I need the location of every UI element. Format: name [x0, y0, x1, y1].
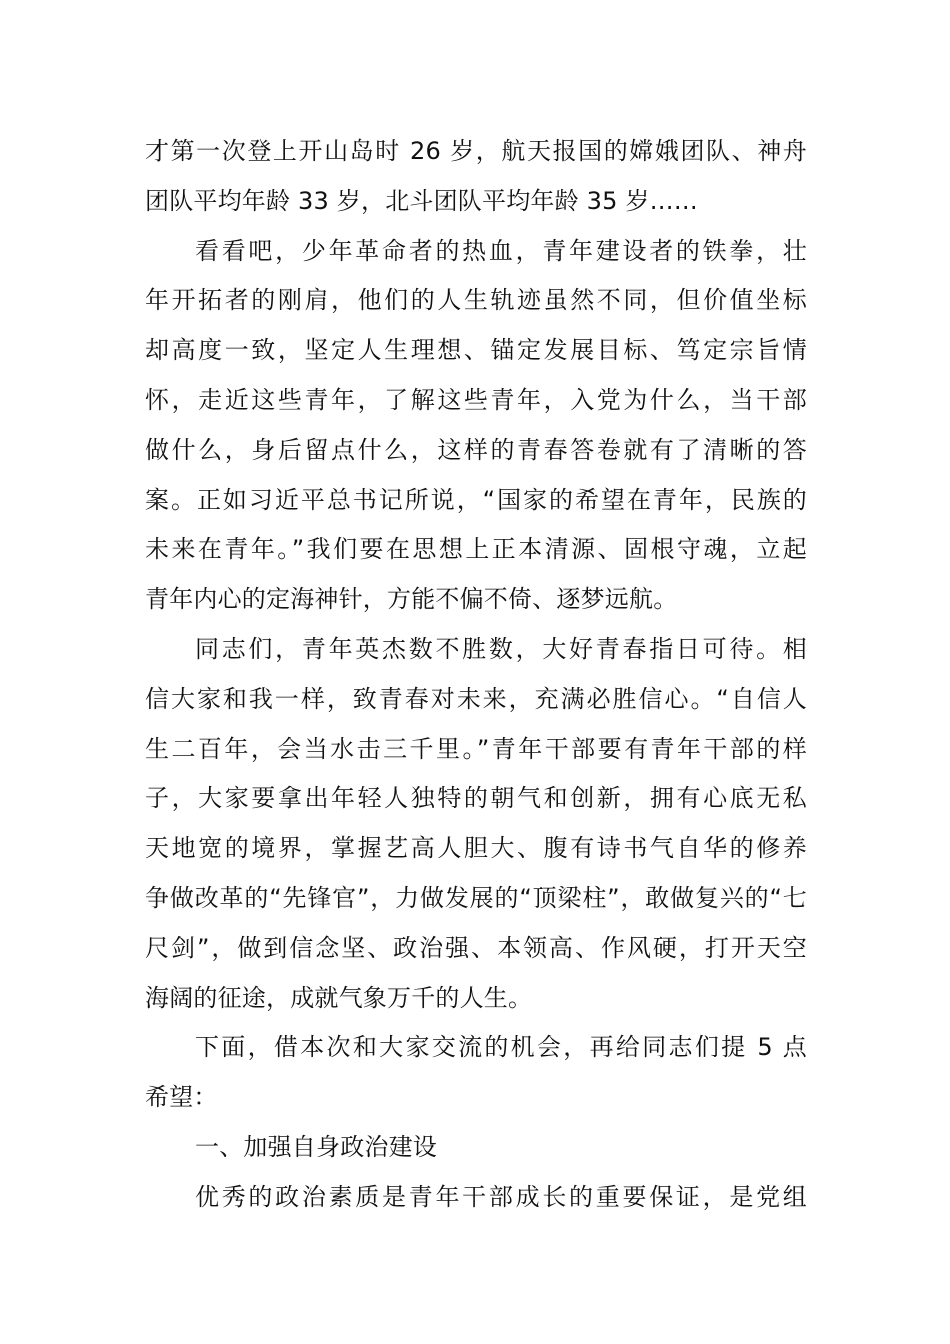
text-line: 却高度一致，坚定人生理想、锚定发展目标、笃定宗旨情 — [145, 336, 807, 365]
text-line: 子，大家要拿出年轻人独特的朝气和创新，拥有心底无私 — [145, 784, 807, 813]
text-line: 希望： — [145, 1083, 218, 1112]
text-line: 才第一次登上开山岛时 26 岁，航天报国的嫦娥团队、神舟 — [145, 137, 807, 165]
text-line: 下面，借本次和大家交流的机会，再给同志们提 5 点 — [195, 1033, 807, 1062]
text-line: 未来在青年。”我们要在思想上正本清源、固根守魂，立起 — [145, 535, 807, 564]
text-line: 生二百年，会当水击三千里。”青年干部要有青年干部的样 — [145, 734, 807, 763]
text-line: 争做改革的“先锋官”，力做发展的“顶梁柱”，敢做复兴的“七 — [145, 883, 807, 912]
text-line: 尺剑”，做到信念坚、政治强、本领高、作风硬，打开天空 — [145, 933, 807, 962]
text-line: 海阔的征途，成就气象万千的人生。 — [145, 983, 533, 1012]
text-line: 团队平均年龄 33 岁，北斗团队平均年龄 35 岁…… — [145, 186, 698, 215]
document-body — [145, 127, 807, 1223]
section-heading — [145, 1123, 807, 1173]
paragraph-1 — [145, 127, 807, 227]
text-line: 案。正如习近平总书记所说，“国家的希望在青年，民族的 — [145, 485, 807, 514]
text-line: 怀，走近这些青年，了解这些青年，入党为什么，当干部 — [145, 385, 807, 414]
heading-line: 一、加强自身政治建设 — [195, 1132, 437, 1161]
paragraph-6 — [145, 1173, 807, 1223]
text-line: 看看吧，少年革命者的热血，青年建设者的铁拳，壮 — [195, 236, 807, 265]
paragraph-3 — [145, 625, 807, 1023]
paragraph-4 — [145, 1023, 807, 1123]
text-line: 青年内心的定海神针，方能不偏不倚、逐梦远航。 — [145, 585, 678, 614]
text-line: 天地宽的境界，掌握艺高人胆大、腹有诗书气自华的修养 — [145, 834, 807, 863]
paragraph-2 — [145, 227, 807, 625]
text-line: 信大家和我一样，致青春对未来，充满必胜信心。“自信人 — [145, 684, 807, 713]
text-line: 年开拓者的刚肩，他们的人生轨迹虽然不同，但价值坐标 — [145, 286, 807, 315]
text-line: 做什么，身后留点什么，这样的青春答卷就有了清晰的答 — [145, 435, 807, 464]
text-line: 同志们，青年英杰数不胜数，大好青春指日可待。相 — [195, 634, 807, 663]
text-line: 优秀的政治素质是青年干部成长的重要保证，是党组 — [195, 1182, 807, 1211]
